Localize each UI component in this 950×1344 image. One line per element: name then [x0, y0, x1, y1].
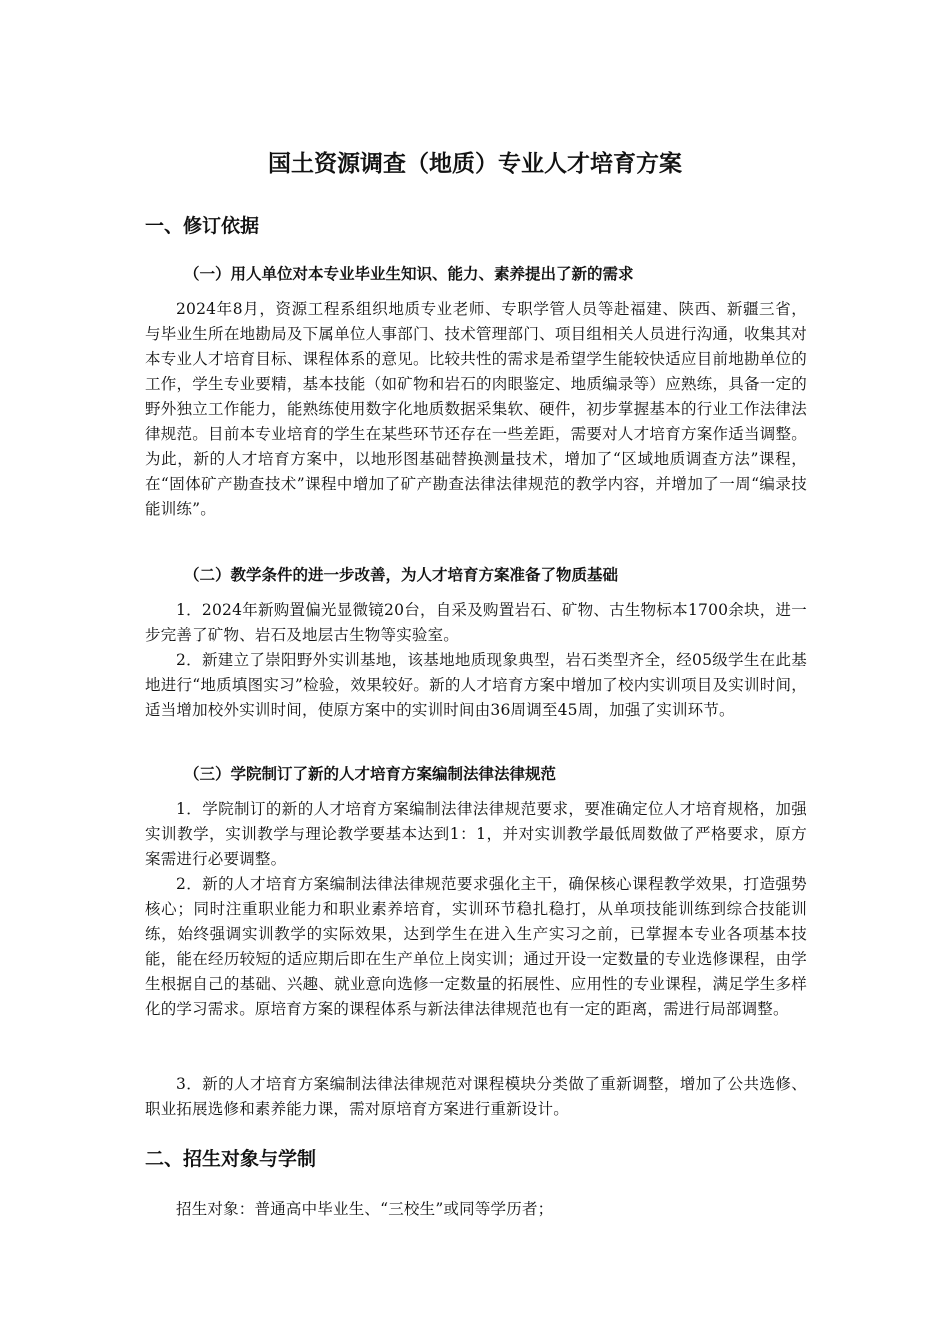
- paragraph-enrollment-target: 招生对象：普通高中毕业生、“三校生”或同等学历者；: [176, 1200, 554, 1218]
- section-heading-enrollment: 二、招生对象与学制: [145, 1148, 317, 1170]
- section-heading-revision-basis: 一、修订依据: [145, 215, 260, 237]
- subsection-heading-teaching-conditions: （二）教学条件的进一步改善，为人才培育方案准备了物质基础: [184, 566, 619, 584]
- subsection-heading-new-standards: （三）学院制订了新的人才培育方案编制法律法律规范: [184, 765, 557, 783]
- document-title: 国土资源调查（地质）专业人才培育方案: [268, 151, 682, 177]
- paragraph-standard-requirement-1: 1．学院制订的新的人才培育方案编制法律法律规范要求，要准确定位人才培育规格，加强实训教学，实训教学与理论教学要基本达到1：1，并对实训教学最低周数做了严格要求，原方案需进行必要调整。: [145, 800, 807, 868]
- paragraph-standard-requirement-3: 3．新的人才培育方案编制法律法律规范对课程模块分类做了重新调整，增加了公共选修、职业拓展选修和素养能力课，需对原培育方案进行重新设计。: [145, 1075, 807, 1118]
- paragraph-employer-needs: 2024年8月，资源工程系组织地质专业老师、专职学管人员等赴福建、陕西、新疆三省，与毕业生所在地勘局及下属单位人事部门、技术管理部门、项目组相关人员进行沟通，收集其对本专业人才培育目标、课程体系的意见。比较共性的需求是希望学生能较快适应目前地勘单位的工作，学生专业要精，基本技能（如矿物和岩石的肉眼鉴定、地质编录等）应熟练，具备一定的野外独立工作能力，能熟练使用数字化地质数据采集软、硬件，初步掌握基本的行业工作法律法律规范。目前本专业培育的学生在某些环节还存在一些差距，需要对人才培育方案作适当调整。为此，新的人才培育方案中，以地形图基础替换测量技术，增加了“区域地质调查方法”课程，在“固体矿产勘查技术”课程中增加了矿产勘查法律法律规范的教学内容，并增加了一周“编录技能训练”。: [145, 300, 807, 518]
- subsection-heading-employer-needs: （一）用人单位对本专业毕业生知识、能力、素养提出了新的需求: [184, 265, 634, 283]
- paragraph-field-training-base: 2．新建立了崇阳野外实训基地，该基地地质现象典型，岩石类型齐全，经05级学生在此基地进行“地质填图实习”检验，效果较好。新的人才培育方案中增加了校内实训项目及实训时间，适当增加校外实训时间，使原方案中的实训时间由36周调至45周，加强了实训环节。: [145, 651, 807, 719]
- paragraph-standard-requirement-2: 2．新的人才培育方案编制法律法律规范要求强化主干，确保核心课程教学效果，打造强势核心；同时注重职业能力和职业素养培育，实训环节稳扎稳打，从单项技能训练到综合技能训练，始终强调实训教学的实际效果，达到学生在进入生产实习之前，已掌握本专业各项基本技能，能在经历较短的适应期后即在生产单位上岗实训；通过开设一定数量的专业选修课程，由学生根据自己的基础、兴趣、就业意向选修一定数量的拓展性、应用性的专业课程，满足学生多样化的学习需求。原培育方案的课程体系与新法律法律规范也有一定的距离，需进行局部调整。: [145, 875, 807, 1018]
- paragraph-new-equipment: 1．2024年新购置偏光显微镜20台，自采及购置岩石、矿物、古生物标本1700余块，进一步完善了矿物、岩石及地层古生物等实验室。: [145, 601, 807, 644]
